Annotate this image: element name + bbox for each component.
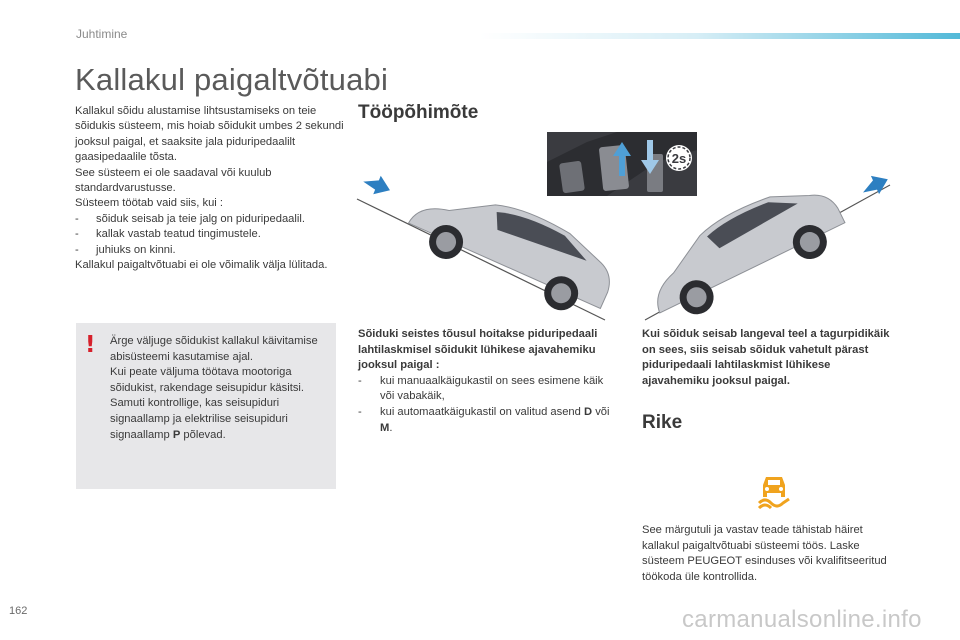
hill-assist-warning-svg — [757, 473, 791, 509]
header-accent-bar — [480, 33, 960, 39]
downhill-description: Kui sõiduk seisab langeval teel a tagurpidikäik on sees, siis seisab sõiduk vahetult pärast piduripedaali lahtilaskmist lühikese ajavahemiku jooksul paigal. — [642, 328, 890, 387]
warning-text-part: Kui peate väljuma töötava mootoriga sõidukist, rakendage seisupidur käsitsi. Samuti kontrollige, kas seisupiduri signaallamp ja elektrilise seisupiduri signaallamp — [110, 366, 305, 441]
intro-text — [75, 104, 345, 273]
condition-text: kallak vastab teatud tingimustele. — [96, 228, 261, 241]
intro-paragraph: Süsteem töötab vaid siis, kui : — [75, 197, 223, 210]
dash-marker: - — [75, 228, 79, 241]
dash-marker: - — [358, 374, 362, 387]
uphill-item-text-part: . — [389, 421, 393, 434]
uphill-item-text — [380, 405, 618, 436]
exclamation-icon: ! — [85, 332, 96, 358]
uphill-description — [358, 327, 618, 436]
gear-letter-d: D — [584, 405, 593, 418]
warning-paragraph: Ärge väljuge sõidukist kallakul käivitamise abisüsteemi kasutamise ajal. — [110, 335, 318, 363]
dash-marker: - — [75, 212, 79, 225]
warning-box — [76, 323, 336, 489]
warning-paragraph — [110, 365, 330, 443]
intro-paragraph: See süsteem ei ole saadaval või kuulub standardvarustusse. — [75, 166, 272, 195]
condition-item — [75, 212, 345, 227]
hill-assist-warning-icon — [757, 473, 791, 509]
fault-heading: Rike — [642, 412, 683, 433]
car-downhill-illustration — [635, 165, 895, 325]
condition-text: juhiuks on kinni. — [96, 243, 176, 256]
arrow-forward-icon — [858, 170, 892, 200]
condition-item — [75, 243, 345, 258]
intro-paragraph: Kallakul sõidu alustamise lihtsustamiseks on teie sõidukis süsteem, mis hoiab sõidukit umbes 2 sekundi jooksul paigal, et saaksite jala piduripedaalilt gaasipedaalile tõsta. — [75, 105, 344, 164]
condition-text: sõiduk seisab ja teie jalg on piduripedaalil. — [96, 212, 305, 225]
dash-marker: - — [358, 405, 362, 418]
principle-heading: Tööpõhimõte — [358, 102, 479, 123]
gear-letter-m: M — [380, 421, 390, 434]
uphill-lead: Sõiduki seistes tõusul hoitakse piduripedaali lahtilaskmisel sõidukit lühikese ajavahemiku jooksul paigal : — [358, 328, 598, 372]
warning-text-part: põlevad. — [180, 428, 226, 441]
fault-description: See märgutuli ja vastav teade tähistab häiret kallakul paigaltvõtuabi süsteemi töös. Laske süsteem PEUGEOT esinduses või kvalifitseeritud töökoda üle kontrollida. — [642, 524, 887, 583]
uphill-item-text: kui manuaalkäigukastil on sees esimene käik või vabakäik, — [380, 374, 604, 403]
uphill-item-text-part: kui automaatkäigukastil on valitud asend — [380, 405, 584, 418]
car-uphill-illustration — [355, 165, 635, 325]
arrow-back-icon — [360, 170, 393, 199]
page-title: Kallakul paigaltvõtuabi — [75, 62, 389, 97]
section-label: Juhtimine — [76, 27, 128, 41]
car-uphill-svg — [355, 165, 635, 325]
timer-label: 2s — [671, 151, 687, 166]
watermark: carmanualsonline.info — [682, 606, 922, 633]
uphill-item-text-part: või — [592, 405, 610, 418]
uphill-item — [358, 405, 618, 436]
intro-paragraph: Kallakul paigaltvõtuabi ei ole võimalik välja lülitada. — [75, 259, 328, 272]
dash-marker: - — [75, 243, 79, 256]
condition-item — [75, 227, 345, 242]
uphill-item — [358, 374, 618, 405]
car-downhill-svg — [635, 165, 895, 325]
lamp-letter: P — [172, 428, 181, 441]
warning-text — [110, 334, 330, 443]
page-number: 162 — [9, 605, 28, 617]
